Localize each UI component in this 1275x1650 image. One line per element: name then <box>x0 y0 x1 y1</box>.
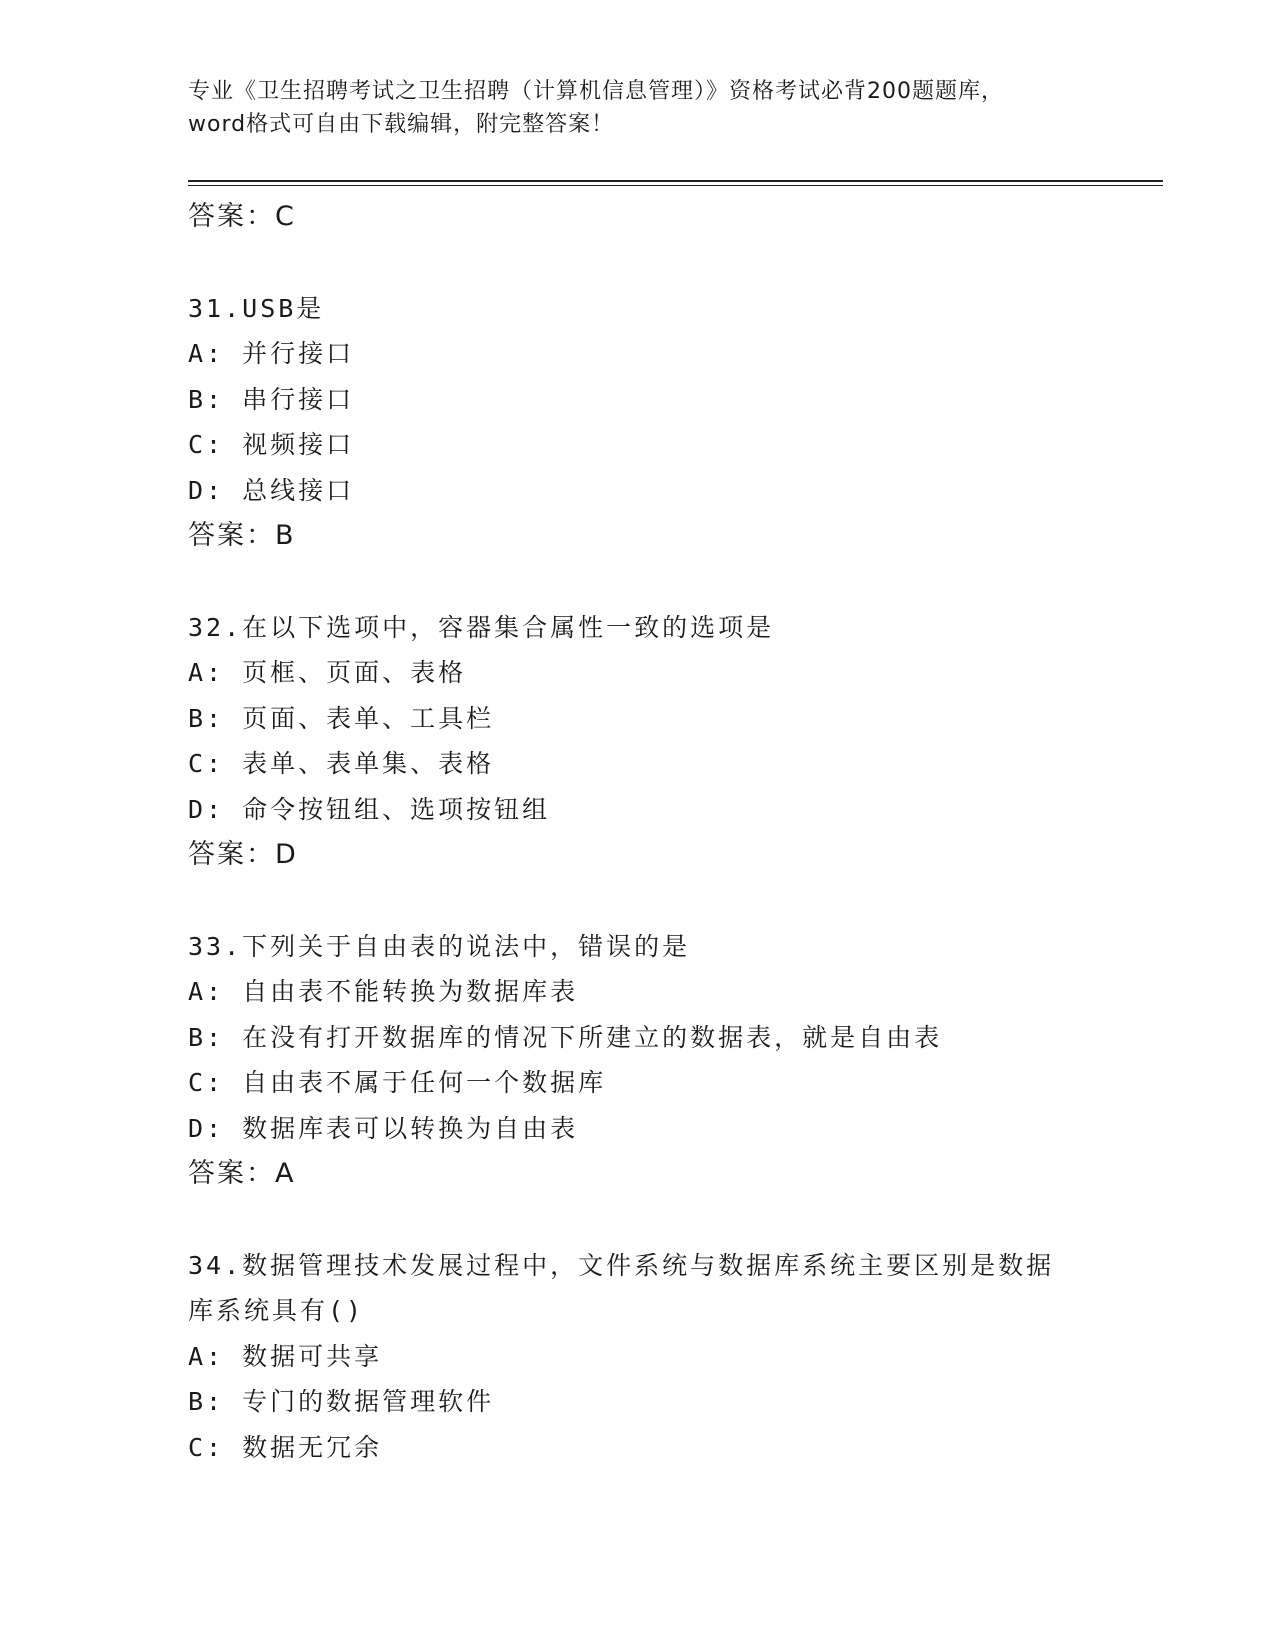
option-a: A: 数据可共享 <box>188 1341 383 1371</box>
question-stem: 32.在以下选项中，容器集合属性一致的选项是 <box>188 612 775 642</box>
question-stem: 31.USB是 <box>188 293 325 323</box>
question-stem: 33.下列关于自由表的说法中，错误的是 <box>188 931 691 961</box>
question-list <box>188 194 1163 1470</box>
option-c: C: 视频接口 <box>188 430 355 459</box>
option-d: D: 总线接口 <box>188 475 355 505</box>
question-34 <box>188 1243 1163 1471</box>
option-a: A: 自由表不能转换为数据库表 <box>188 977 579 1006</box>
header-line-1: 专业《卫生招聘考试之卫生招聘（计算机信息管理）》资格考试必背200题题库， <box>188 79 1004 104</box>
header-line-2: word格式可自由下载编辑，附完整答案！ <box>188 112 615 137</box>
block-gap <box>188 878 1163 924</box>
answer-line: 答案：D <box>188 839 298 870</box>
option-a: A: 页框、页面、表格 <box>188 658 467 687</box>
option-b: B: 专门的数据管理软件 <box>188 1387 495 1416</box>
question-31 <box>188 286 1163 559</box>
header-divider-thick <box>188 180 1163 182</box>
option-d: D: 命令按钮组、选项按钮组 <box>188 794 551 824</box>
answer-line: 答案：B <box>188 520 296 551</box>
answer-line: 答案：C <box>188 201 296 232</box>
question-stem: 34.数据管理技术发展过程中，文件系统与数据库系统主要区别是数据 <box>188 1250 1055 1280</box>
block-gap <box>188 240 1163 286</box>
answer-line: 答案：A <box>188 1158 296 1189</box>
document-header <box>188 75 1088 141</box>
option-d: D: 数据库表可以转换为自由表 <box>188 1113 579 1143</box>
header-divider-thin <box>188 185 1163 186</box>
option-b: B: 串行接口 <box>188 384 355 414</box>
option-c: C: 数据无冗余 <box>188 1432 383 1462</box>
question-32 <box>188 605 1163 878</box>
option-c: C: 自由表不属于任何一个数据库 <box>188 1068 607 1097</box>
option-b: B: 页面、表单、工具栏 <box>188 703 495 733</box>
block-gap <box>188 559 1163 605</box>
question-stem-continued: 库系统具有() <box>188 1296 365 1325</box>
option-c: C: 表单、表单集、表格 <box>188 749 495 778</box>
block-gap <box>188 1197 1163 1243</box>
question-33 <box>188 924 1163 1197</box>
option-b: B: 在没有打开数据库的情况下所建立的数据表，就是自由表 <box>188 1022 943 1052</box>
option-a: A: 并行接口 <box>188 339 355 368</box>
